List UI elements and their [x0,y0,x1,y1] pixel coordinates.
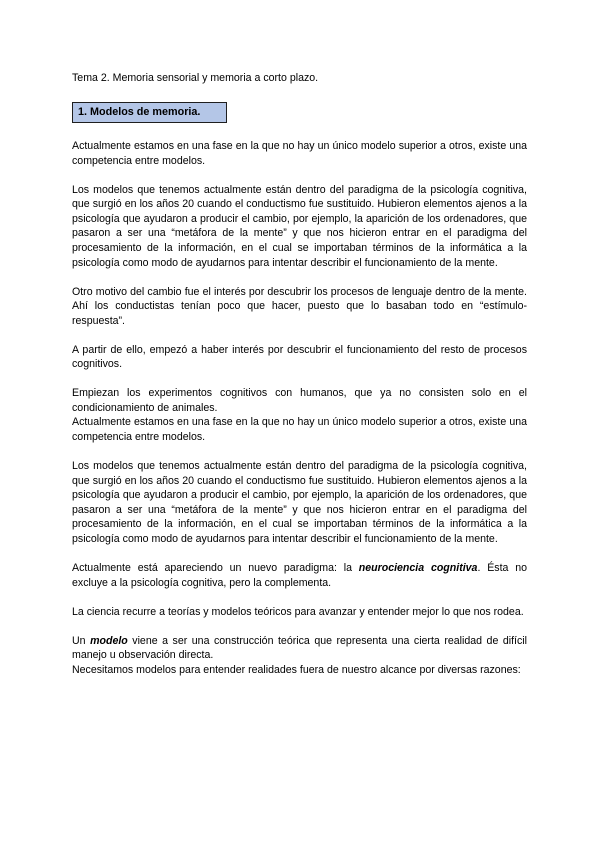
modelo-emphasis: modelo [90,634,128,647]
paragraph-4: A partir de ello, empezó a haber interés por descubrir el funcionamiento del resto de procesos cognitivos. [72,343,527,371]
paragraph-10-text-end: viene a ser una construcción teórica que representa una cierta realidad de difícil manejo u observación directa. [72,634,527,662]
paragraph-3: Otro motivo del cambio fue el interés por descubrir los procesos de lenguaje dentro de la mente. Ahí los conductistas tenían poco que hacer, puesto que lo basaban todo en “estímulo-respuesta”. [72,285,527,327]
paragraph-5: Empiezan los experimentos cognitivos con humanos, que ya no consisten solo en el condicionamiento de animales. [72,387,527,414]
paragraph-8-text-end: . Ésta no excluye a la psicología cognitiva, pero la complementa. [72,562,527,589]
neurociencia-emphasis: neurociencia cognitiva [358,562,478,574]
paragraph-6: Actualmente estamos en una fase en la que no hay un único modelo superior a otros, existe una competencia entre modelos. [72,416,527,444]
paragraph-11: Necesitamos modelos para entender realidades fuera de nuestro alcance por diversas razones: [72,663,521,676]
paragraph-2: Los modelos que tenemos actualmente están dentro del paradigma de la psicología cognitiva, que surgió en los años 20 cuando el conductismo fue sustituido. Hubieron elementos ajenos a la psicología que ayudaron a producir el cambio, por ejemplo, la aparición de los ordenadores, que pasaron a ser una “metáfora de la mente” y que nos hicieron entrar en el paradigma del procesamiento de la información, en el cual se importaban términos de la informática a la psicología como modo de ayudarnos para intentar describir el funcionamiento de la mente. [72,183,527,269]
paragraph-7: Los modelos que tenemos actualmente están dentro del paradigma de la psicología cognitiva, que surgió en los años 20 cuando el conductismo fue sustituido. Hubieron elementos ajenos a la psicología que ayudaron a producir el cambio, por ejemplo, la aparición de los ordenadores, que pasaron a ser una “metáfora de la mente” y que nos hicieron entrar en el paradigma del procesamiento de la información, en el cual se importaban términos de la informática a la psicología como modo de ayudarnos para intentar describir el funcionamiento de la mente. [72,460,527,546]
paragraph-10 [72,634,527,663]
paragraph-1: Actualmente estamos en una fase en la que no hay un único modelo superior a otros, existe una competencia entre modelos. [72,140,527,167]
paragraph-8 [72,561,527,590]
paragraph-8-text-start: Actualmente está apareciendo un nuevo paradigma: la [72,562,359,574]
document-body [72,139,527,677]
section-heading: 1. Modelos de memoria. [72,102,227,123]
document-header: Tema 2. Memoria sensorial y memoria a corto plazo. [72,72,319,84]
paragraph-10-text-start: Un [72,634,91,647]
paragraph-9: La ciencia recurre a teorías y modelos teóricos para avanzar y entender mejor lo que nos rodea. [72,605,524,618]
